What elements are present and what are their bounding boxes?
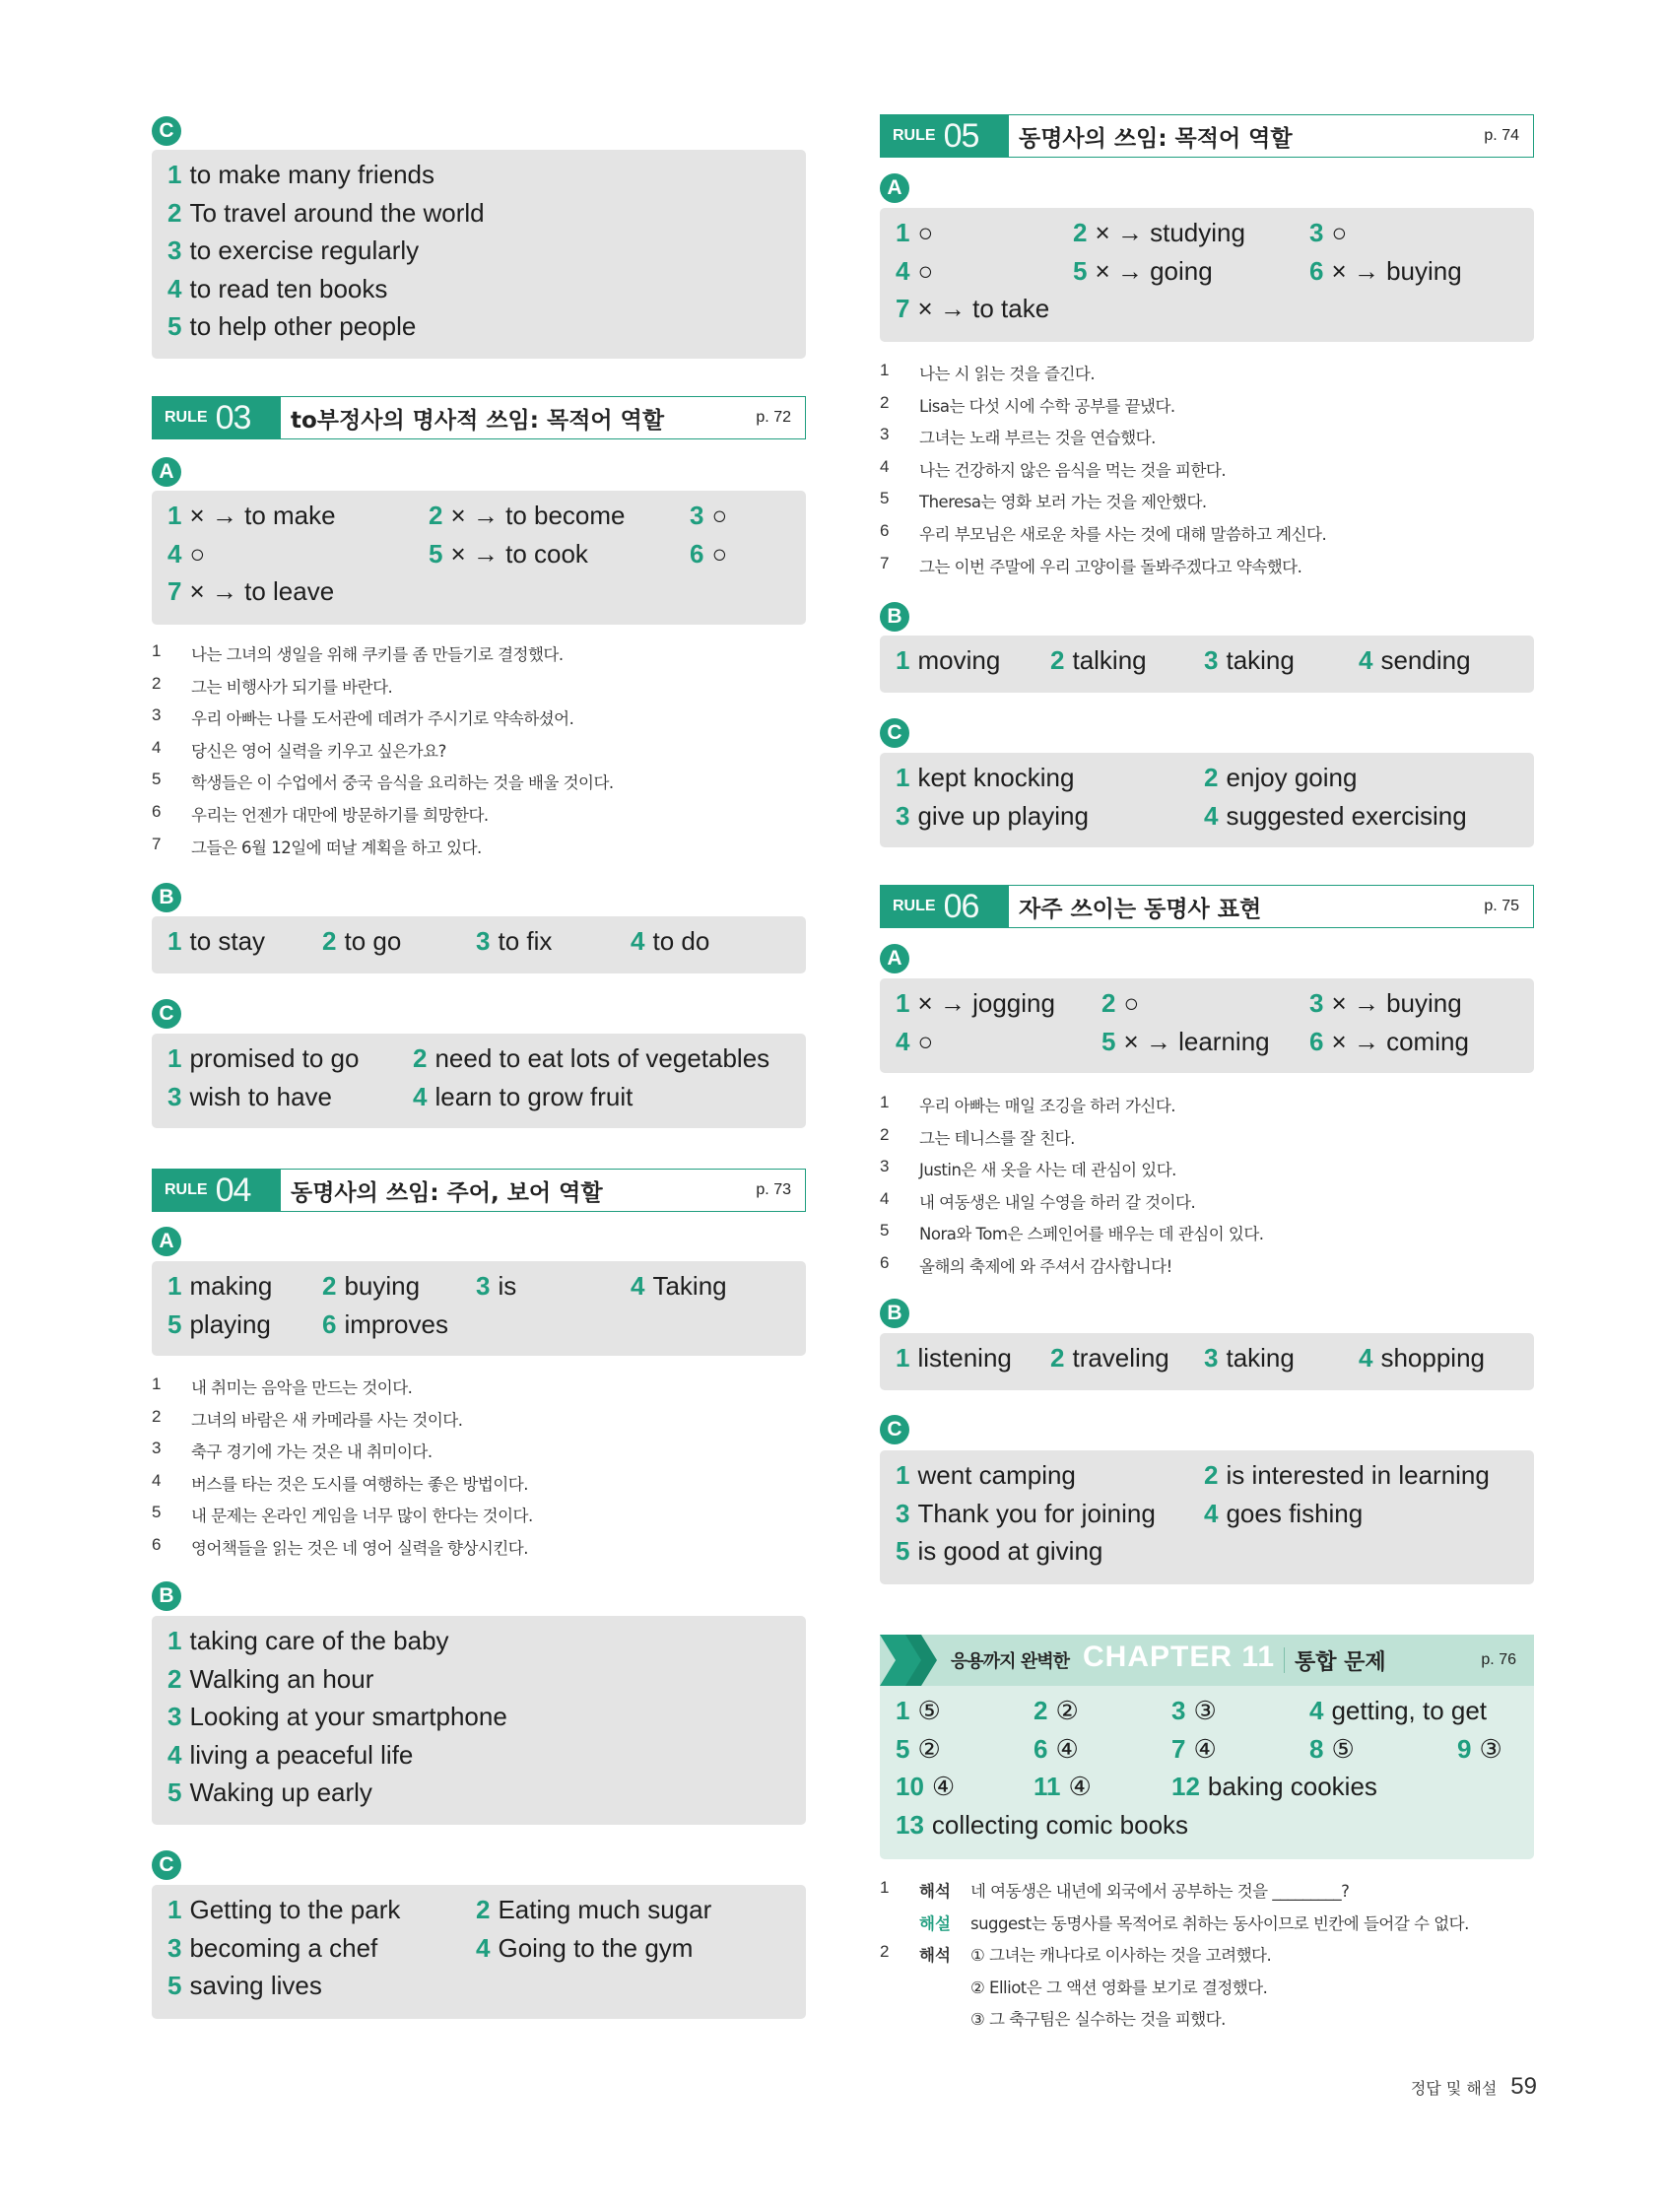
translation-line: 5 Theresa는 영화 보러 가는 것을 제안했다. (880, 489, 1207, 512)
translation-list (880, 1093, 1534, 1286)
answer-line: 2 To travel around the world (167, 197, 485, 228)
answer-line: 5 Waking up early (167, 1777, 372, 1807)
explanation-line: 1 해석 네 여동생은 내년에 외국에서 공부하는 것을 _________? (880, 1878, 1350, 1901)
section-badge: A (880, 173, 909, 203)
translation-line: 5 학생들은 이 수업에서 중국 음식을 요리하는 것을 배울 것이다. (152, 770, 614, 793)
translation-line: 5 내 문제는 온라인 게임을 너무 많이 한다는 것이다. (152, 1503, 533, 1526)
page-reference: p. 72 (756, 409, 791, 426)
rule-tag: RULE 04 (153, 1170, 281, 1211)
rule-tag: RULE 03 (153, 397, 281, 438)
answer-row: 3 Thank you for joining 4 goes fishing (896, 1498, 1364, 1528)
answer-box (880, 978, 1534, 1073)
translation-line: 6 올해의 축제에 와 주셔서 감사합니다! (880, 1252, 1172, 1276)
chapter-subtitle: 통합 문제 (1295, 1650, 1386, 1675)
section-badge: C (152, 116, 181, 146)
chapter-prefix: 응용까지 완벽한 (951, 1651, 1069, 1672)
chapter-header (880, 1635, 1534, 1686)
section-badge: C (880, 718, 909, 748)
chapter-title: CHAPTER 11 (1083, 1641, 1276, 1673)
translation-line: 3 Justin은 새 옷을 사는 데 관심이 있다. (880, 1157, 1176, 1180)
answer-row: 4 ○ 5 × → to cook 6 ○ (167, 538, 728, 569)
answer-row: 1 listening 2 traveling 3 taking 4 shopping (896, 1343, 1486, 1373)
translation-line: 4 당신은 영어 실력을 키우고 싶은가요? (152, 737, 446, 761)
answer-row: 4 ○ 5 × → learning 6 × → coming (896, 1026, 1469, 1056)
chevron-right-icon (880, 1635, 943, 1686)
answer-box (152, 1885, 806, 2019)
answer-row: 1 kept knocking 2 enjoy going (896, 763, 1358, 792)
answer-box (880, 208, 1534, 342)
answer-box (880, 753, 1534, 847)
answer-row: 10 ④ 11 ④ 12 baking cookies (896, 1772, 1377, 1801)
page-footer (1379, 2073, 1537, 2101)
answer-row: 1 moving 2 talking 3 taking 4 sending (896, 645, 1471, 675)
explanation-line: ② Elliot은 그 액션 영화를 보기로 결정했다. (970, 1977, 1268, 1997)
translation-line: 4 나는 건강하지 않은 음식을 먹는 것을 피한다. (880, 456, 1227, 480)
page-reference: p. 74 (1484, 127, 1519, 144)
answer-box (152, 491, 806, 625)
answer-row: 1 × → to make 2 × → to become 3 ○ (167, 501, 728, 530)
answer-line: 2 Walking an hour (167, 1663, 374, 1694)
answer-row: 1 making 2 buying 3 is 4 Taking (167, 1271, 727, 1301)
translation-line: 1 나는 그녀의 생일을 위해 쿠키를 좀 만들기로 결정했다. (152, 641, 564, 664)
rule-header (880, 114, 1534, 158)
translation-line: 1 나는 시 읽는 것을 즐긴다. (880, 361, 1096, 383)
answer-line: 3 Looking at your smartphone (167, 1702, 507, 1731)
section-badge: C (880, 1415, 909, 1444)
answer-row: 1 × → jogging 2 ○ 3 × → buying (896, 988, 1462, 1018)
rule-title: 자주 쓰이는 동명사 표현 (1019, 896, 1262, 922)
translation-list (880, 361, 1534, 585)
rule-tag: RULE 05 (881, 115, 1009, 157)
answer-box (880, 1686, 1534, 1859)
rule-header (152, 1169, 806, 1212)
rule-title: to부정사의 명사적 쓰임: 목적어 역할 (291, 407, 665, 434)
translation-list (152, 1374, 806, 1568)
answer-row: 5 saving lives (167, 1971, 322, 2000)
explanation-list (880, 1878, 1534, 2039)
explanation-line: 2 해석 ① 그녀는 캐나다로 이사하는 것을 고려했다. (880, 1942, 1272, 1966)
section-badge: B (880, 602, 909, 632)
translation-line: 2 Lisa는 다섯 시에 수학 공부를 끝냈다. (880, 392, 1175, 416)
explanation-line: ③ 그 축구팀은 실수하는 것을 피했다. (970, 2010, 1226, 2030)
translation-line: 3 그녀는 노래 부르는 것을 연습했다. (880, 425, 1156, 448)
explanation-line: 해설 suggest는 동명사를 목적어로 취하는 동사이므로 빈칸에 들어갈 수 없다. (919, 1913, 1469, 1933)
answer-line: 3 to exercise regularly (167, 235, 420, 265)
page-reference: p. 75 (1484, 898, 1519, 914)
answer-box (880, 1450, 1534, 1584)
answer-line: 5 to help other people (167, 311, 417, 341)
section-badge: C (152, 999, 181, 1029)
answer-line: 4 to read ten books (167, 273, 388, 303)
translation-line: 1 우리 아빠는 매일 조깅을 하러 가신다. (880, 1093, 1176, 1115)
section-badge: B (152, 883, 181, 912)
answer-row: 1 Getting to the park 2 Eating much sugar (167, 1895, 712, 1924)
rule-header (152, 396, 806, 439)
answer-row: 3 becoming a chef 4 Going to the gym (167, 1932, 694, 1963)
section-badge: A (880, 944, 909, 973)
answer-box (152, 916, 806, 973)
translation-line: 2 그는 비행사가 되기를 바란다. (152, 673, 393, 697)
translation-line: 1 내 취미는 음악을 만드는 것이다. (152, 1374, 413, 1397)
answer-box (152, 150, 806, 359)
divider (1284, 1647, 1285, 1673)
translation-line: 4 버스를 타는 것은 도시를 여행하는 좋은 방법이다. (152, 1470, 528, 1494)
translation-line: 4 내 여동생은 내일 수영을 하러 갈 것이다. (880, 1188, 1196, 1212)
answer-row: 1 to stay 2 to go 3 to fix 4 to do (167, 926, 710, 956)
translation-line: 3 우리 아빠는 나를 도서관에 데려가 주시기로 약속하셨어. (152, 705, 574, 729)
answer-line: 1 to make many friends (167, 160, 435, 189)
translation-line: 2 그녀의 바람은 새 카메라를 사는 것이다. (152, 1406, 463, 1430)
answer-box (152, 1034, 806, 1128)
translation-line: 7 그들은 6월 12일에 떠날 계획을 하고 있다. (152, 834, 482, 857)
section-badge: B (152, 1581, 181, 1611)
translation-line: 6 영어책들을 읽는 것은 네 영어 실력을 향상시킨다. (152, 1534, 528, 1558)
answer-row: 5 ② 6 ④ 7 ④ 8 ⑤ 9 ③ (896, 1733, 1502, 1764)
rule-tag: RULE 06 (881, 886, 1009, 927)
translation-line: 2 그는 테니스를 잘 친다. (880, 1124, 1075, 1148)
answer-row: 7 × → to take (896, 294, 1050, 323)
answer-row: 1 ○ 2 × → studying 3 ○ (896, 218, 1348, 247)
translation-line: 5 Nora와 Tom은 스페인어를 배우는 데 관심이 있다. (880, 1221, 1264, 1244)
translation-line: 7 그는 이번 주말에 우리 고양이를 돌봐주겠다고 약속했다. (880, 553, 1302, 576)
answer-line: 1 taking care of the baby (167, 1626, 449, 1655)
section-badge: A (152, 1227, 181, 1256)
translation-line: 6 우리 부모님은 새로운 차를 사는 것에 대해 말씀하고 계신다. (880, 520, 1327, 544)
answer-line: 4 living a peaceful life (167, 1739, 414, 1770)
footer-label: 정답 및 해설 (1410, 2079, 1498, 2098)
answer-row: 4 ○ 5 × → going 6 × → buying (896, 255, 1462, 286)
rule-header (880, 885, 1534, 928)
section-badge: B (880, 1299, 909, 1328)
rule-title: 동명사의 쓰임: 주어, 보어 역할 (291, 1179, 603, 1206)
rule-title: 동명사의 쓰임: 목적어 역할 (1019, 125, 1293, 152)
page-number: 59 (1510, 2073, 1537, 2100)
answer-row: 1 ⑤ 2 ② 3 ③ 4 getting, to get (896, 1696, 1488, 1725)
answer-row: 5 is good at giving (896, 1536, 1103, 1566)
answer-row: 1 promised to go 2 need to eat lots of vegetables (167, 1043, 770, 1073)
section-badge: C (152, 1850, 181, 1880)
page-reference: p. 73 (756, 1181, 791, 1198)
answer-row: 3 give up playing 4 suggested exercising (896, 800, 1467, 831)
answer-row: 7 × → to leave (167, 576, 335, 606)
translation-line: 6 우리는 언젠가 대만에 방문하기를 희망한다. (152, 801, 489, 825)
answer-box (152, 1261, 806, 1356)
translation-list (152, 641, 806, 866)
right-column (880, 0, 1534, 2030)
answer-row: 1 went camping 2 is interested in learning (896, 1460, 1490, 1490)
answer-box (880, 636, 1534, 693)
answer-row: 13 collecting comic books (896, 1809, 1189, 1840)
page-reference: p. 76 (1481, 1651, 1516, 1668)
answer-row: 3 wish to have 4 learn to grow fruit (167, 1081, 634, 1111)
answer-box (152, 1616, 806, 1825)
answer-row: 5 playing 6 improves (167, 1308, 448, 1339)
section-badge: A (152, 457, 181, 487)
answer-box (880, 1333, 1534, 1390)
translation-line: 3 축구 경기에 가는 것은 내 취미이다. (152, 1439, 433, 1462)
